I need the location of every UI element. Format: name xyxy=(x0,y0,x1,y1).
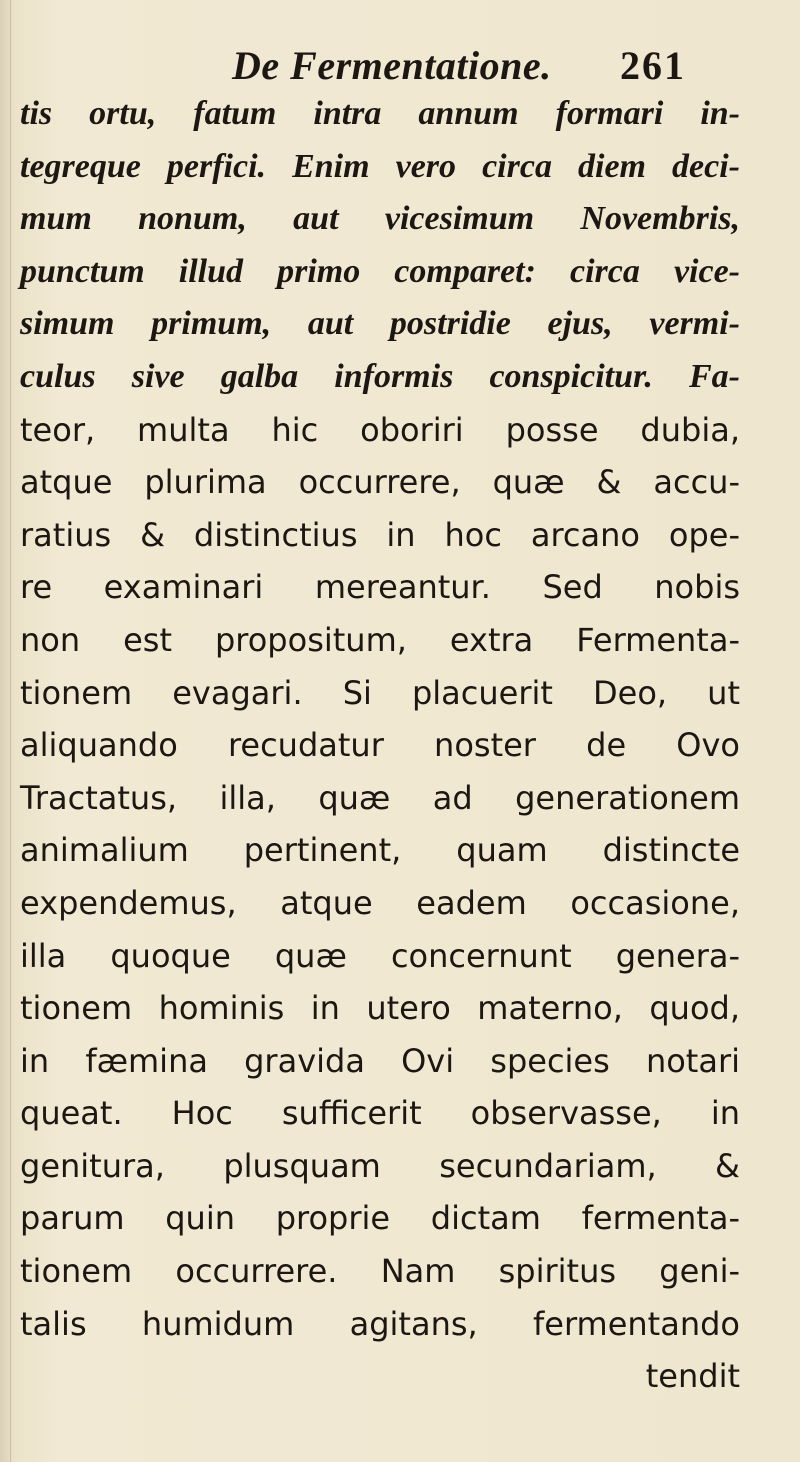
text-line: tegreque perfici. Enim vero circa diem deci- xyxy=(20,147,740,185)
page-header xyxy=(0,36,800,96)
page-gutter xyxy=(10,0,11,1462)
text-line: queat. Hoc sufficerit observasse, in xyxy=(20,1094,740,1133)
text-line: in fæmina gravida Ovi species notari xyxy=(20,1041,740,1080)
text-line: non est propositum, extra Fermenta- xyxy=(20,620,740,659)
text-line: re examinari mereantur. Sed nobis xyxy=(20,568,740,607)
text-line: punctum illud primo comparet: circa vice- xyxy=(20,252,740,290)
text-line: tionem occurrere. Nam spiritus geni- xyxy=(20,1252,740,1291)
text-line: teor, multa hic oboriri posse dubia, xyxy=(20,410,740,449)
text-line: culus sive galba informis conspicitur. Fa- xyxy=(20,357,740,395)
body-text xyxy=(20,88,740,1403)
text-line: atque plurima occurrere, quæ & accu- xyxy=(20,463,740,502)
text-line: Tractatus, illa, quæ ad generationem xyxy=(20,778,740,817)
catchword: tendit xyxy=(645,1357,740,1396)
text-line: aliquando recudatur noster de Ovo xyxy=(20,726,740,765)
text-line: tis ortu, fatum intra annum formari in- xyxy=(20,95,740,132)
page-number: 261 xyxy=(620,43,686,88)
text-line: ratius & distinctius in hoc arcano ope- xyxy=(20,515,740,554)
text-line: parum quin proprie dictam fermenta- xyxy=(20,1199,740,1238)
text-line: talis humidum agitans, fermentando xyxy=(20,1304,740,1343)
text-line: genitura, plusquam secundariam, & xyxy=(20,1146,740,1185)
text-line: simum primum, aut postridie ejus, vermi- xyxy=(20,305,740,343)
text-line: mum nonum, aut vicesimum Novembris, xyxy=(20,200,740,238)
running-title: De Fermentatione. xyxy=(232,43,552,88)
text-line: animalium pertinent, quam distincte xyxy=(20,831,740,870)
text-line: tionem hominis in utero materno, quod, xyxy=(20,989,740,1028)
text-line: expendemus, atque eadem occasione, xyxy=(20,883,740,922)
text-line: illa quoque quæ concernunt genera- xyxy=(20,936,740,975)
text-line: tionem evagari. Si placuerit Deo, ut xyxy=(20,673,740,712)
